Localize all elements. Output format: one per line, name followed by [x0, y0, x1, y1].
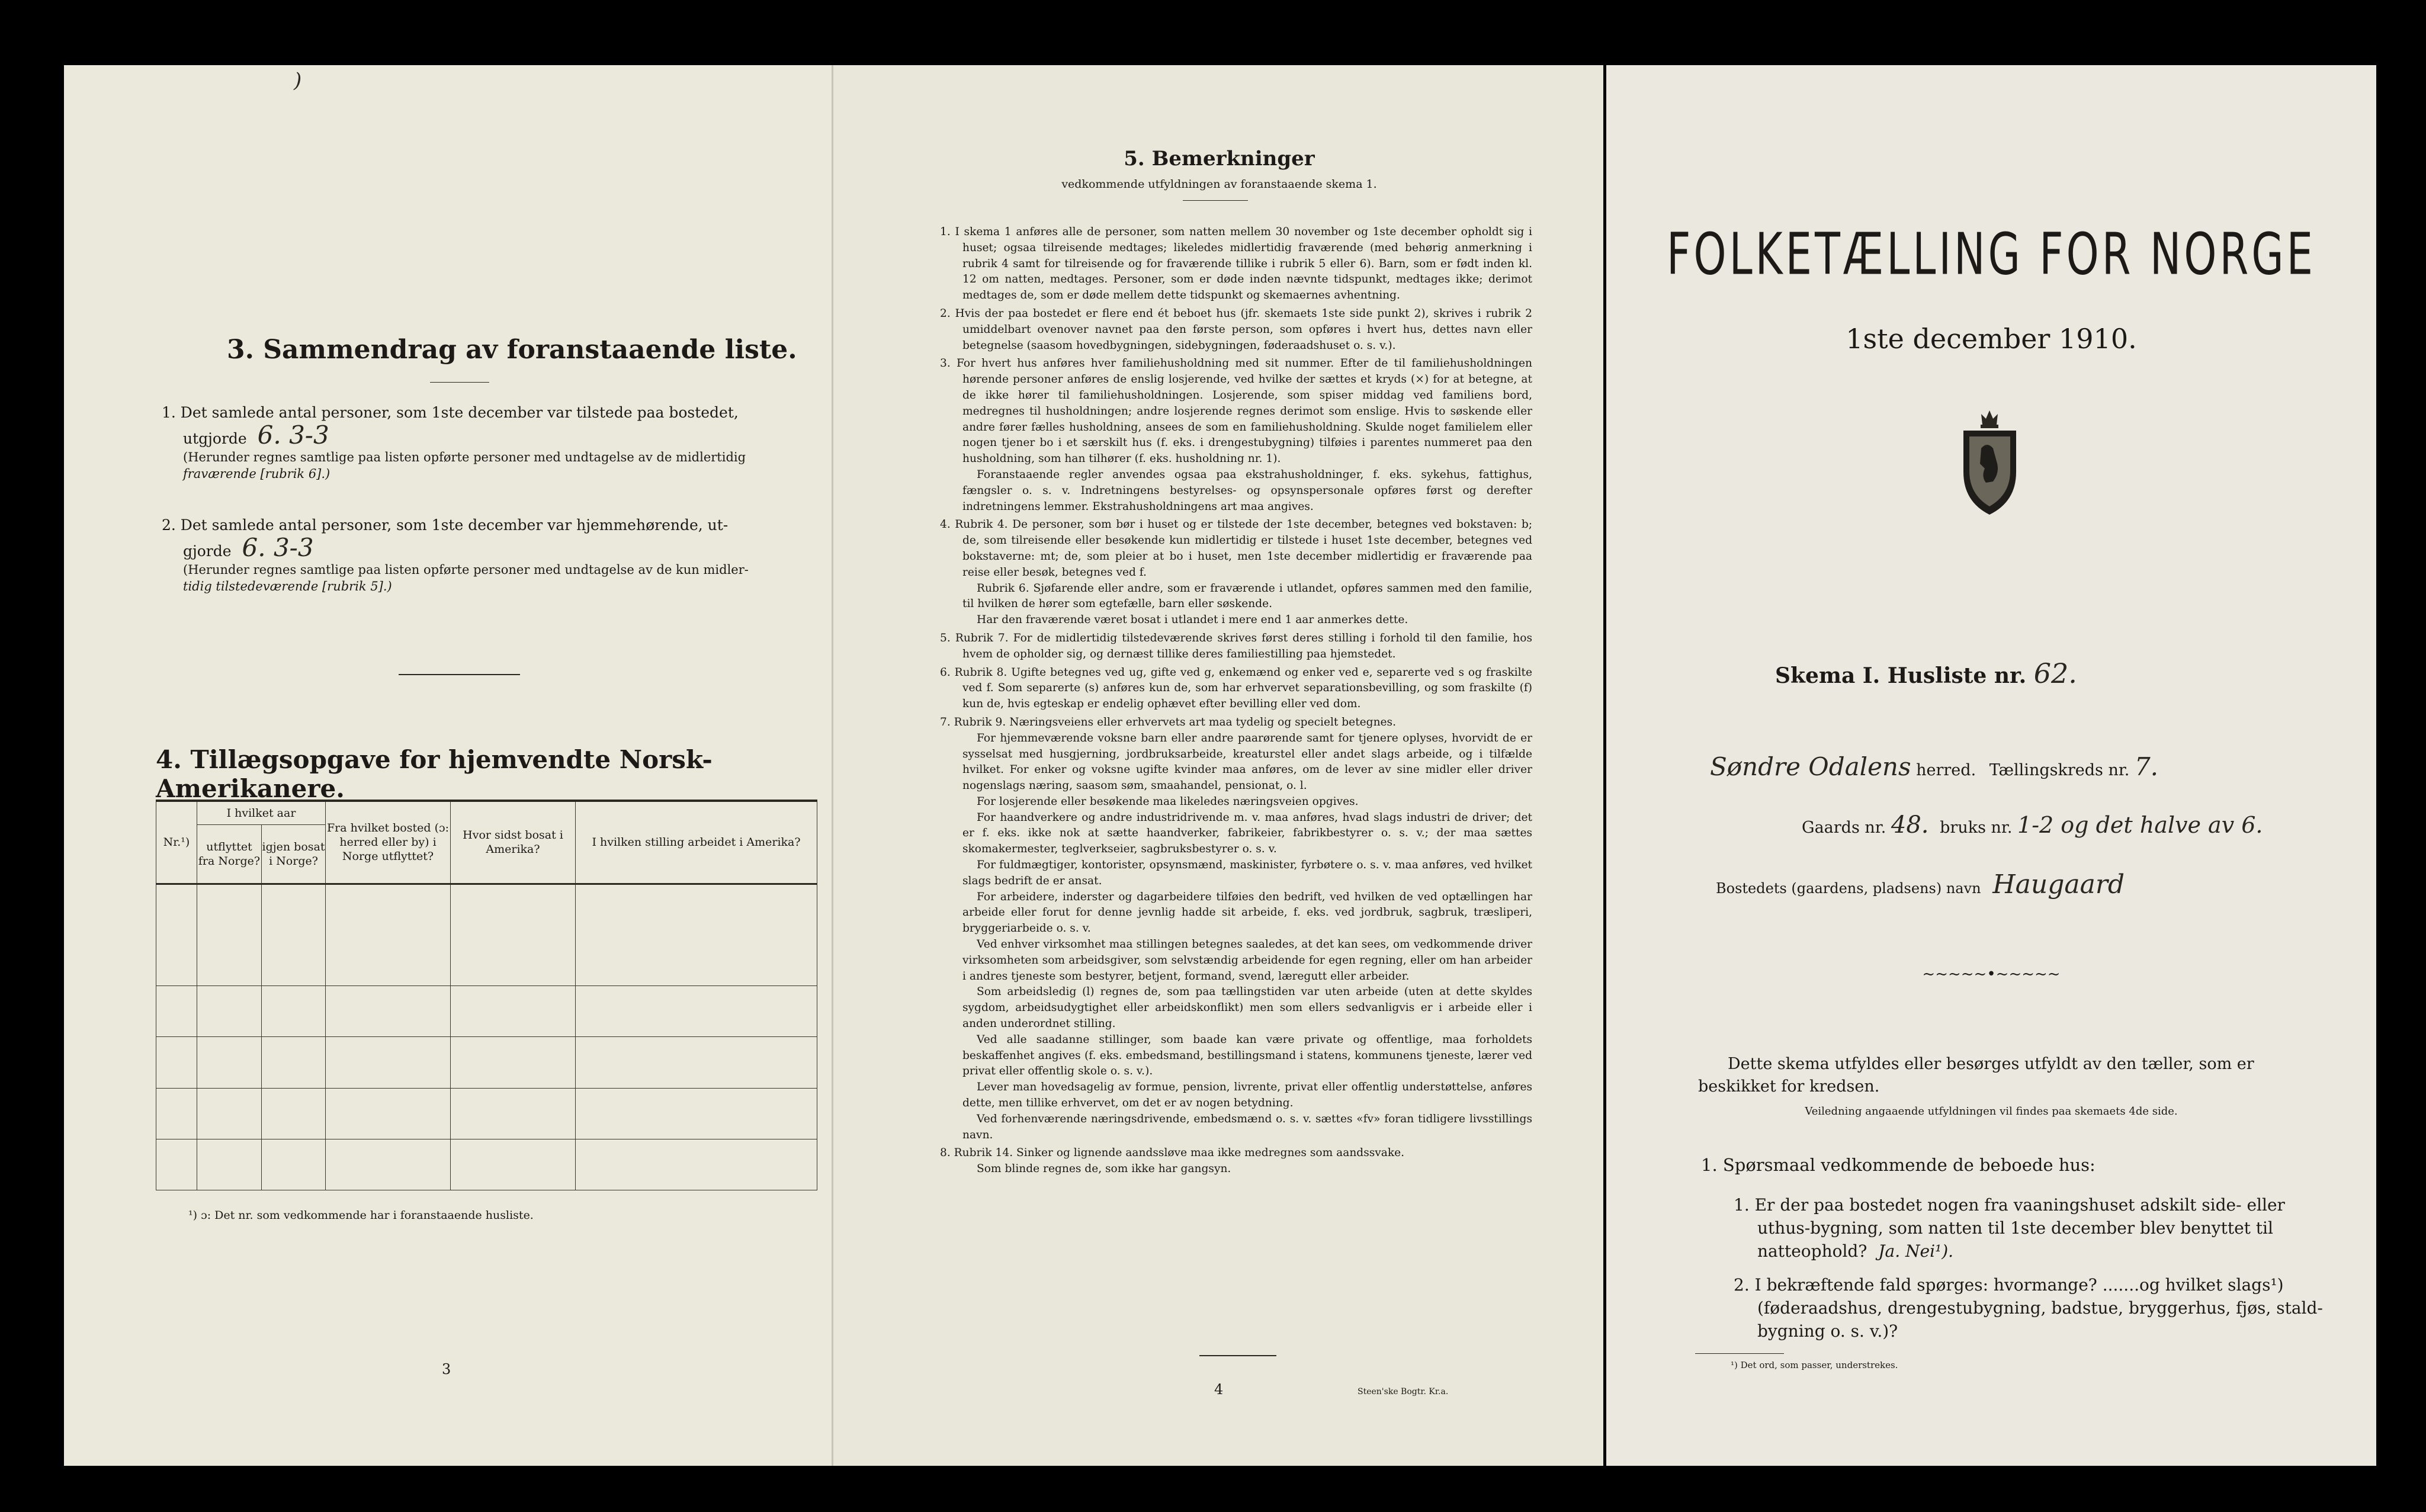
- kreds-label: Tællingskreds nr.: [1989, 761, 2130, 779]
- q1-line-3: natteophold?: [1757, 1241, 1867, 1261]
- col-emigrated: utflyttet fra Norge?: [197, 824, 262, 884]
- summary-item-1: [162, 403, 819, 482]
- item1-handwritten-value: 6. 3-3: [257, 420, 329, 450]
- census-title: FOLKETÆLLING FOR NORGE: [1666, 221, 2316, 288]
- bruks-label: bruks nr.: [1940, 818, 2013, 837]
- kreds-value: 7.: [2134, 752, 2159, 781]
- remark-paragraph: 8. Rubrik 14. Sinker og lignende aandssløve maa ikke medregnes som aandssvake.: [940, 1147, 1405, 1160]
- table-row: [156, 884, 817, 986]
- item1-note: (Herunder regnes samtlige paa listen opførte personer med undtagelse av de midlertidig: [183, 450, 746, 464]
- gaards-line: [1802, 811, 2370, 839]
- page-left: [64, 65, 832, 1466]
- questions-heading: 1. Spørsmaal vedkommende de beboede hus:: [1701, 1155, 2096, 1175]
- item1-text: 1. Det samlede antal personer, som 1ste december var tilstede paa bostedet,: [162, 404, 739, 421]
- divider: [399, 674, 520, 675]
- intro-line-2: beskikket for kredsen.: [1698, 1077, 1880, 1096]
- intro-line-1: Dette skema utfyldes eller besørges utfyldt av den tæller, som er: [1728, 1055, 2254, 1073]
- col-nr: Nr.¹): [156, 801, 197, 884]
- remark-paragraph: For fuldmægtiger, kontorister, opsynsmænd, maskinister, fyrbøtere o. s. v. maa anføres, ved hvilket slags bedrift de er ansat.: [962, 859, 1532, 887]
- gaards-label: Gaards nr.: [1802, 818, 1886, 837]
- remark-paragraph: 4. Rubrik 4. De personer, som bør i huset og er tilstede der 1ste december, betegnes ved bokstaven: b; de, som tilreisende eller besøkende kun midlertidig er tilstede i huset 1ste december, betegnes ved bokstaverne: mt; de, som pleier at bo i huset, men 1ste december midlertidig er fraværende paa reise eller besøk, betegnes ved f.: [940, 518, 1532, 579]
- item1-note-cont: fraværende [rubrik 6].): [183, 467, 330, 481]
- col-position: I hvilken stilling arbeidet i Amerika?: [576, 801, 817, 884]
- remark-paragraph: 2. Hvis der paa bostedet er flere end ét beboet hus (jfr. skemaets 1ste side punkt 2), skrives i rubrik 2 umiddelbart ovenover navnet paa den første person, som opføres i hvert hus, dettes navn eller betegnelse (saasom hovedbygningen, sidebygningen, føderaadshuset o. s. v.).: [940, 307, 1532, 352]
- bosted-label: Bostedets (gaardens, pladsens) navn: [1716, 880, 1981, 897]
- table-footnote: ¹) ɔ: Det nr. som vedkommende har i foranstaaende husliste.: [188, 1209, 534, 1222]
- item2-text: 2. Det samlede antal personer, som 1ste december var hjemmehørende, ut-: [162, 516, 729, 534]
- bosted-line: [1716, 869, 2367, 900]
- remark-paragraph: 1. I skema 1 anføres alle de personer, som natten mellem 30 november og 1ste december opholdt sig i huset; ogsaa tilreisende medtages; likeledes midlertidig fraværende (med behørig anmerkning i rubrik 4 samt for tilreisende og for fraværende tillike i rubrik 5 eller 6). Barn, som er født inden kl. 12 om natten, medtages. Personer, som er døde inden nævnte tidspunkt, medtages ikke; derimot medtages de, som er døde mellem dette tidspunkt og skemaernes avhentning.: [940, 226, 1532, 302]
- remarks-heading: 5. Bemerkninger: [1124, 147, 1315, 171]
- page-number: 4: [1214, 1381, 1224, 1398]
- remarks-body: [940, 222, 1532, 1177]
- col-year-group: I hvilket aar: [197, 801, 326, 824]
- intro-text: [1698, 1053, 2361, 1098]
- q2-line-2: (føderaadshus, drengestubygning, badstue, bryggerhus, fjøs, stald-: [1757, 1298, 2323, 1318]
- section3-heading: 3. Sammendrag av foranstaaende liste.: [227, 335, 797, 365]
- coat-of-arms-icon: [1959, 407, 2021, 516]
- remark-paragraph: Som arbeidsledig (l) regnes de, som paa tællingstiden var uten arbeide (uten at dette skyldes sygdom, arbeidsudygtighet eller arbeidskonflikt) men som ellers sedvanligvis er i arbeide eller i anden underordnet stilling.: [962, 985, 1532, 1031]
- remark-paragraph: 5. Rubrik 7. For de midlertidig tilstedeværende skrives først deres stilling i forhold til den familie, hos hvem de opholder sig, og dernæst tillike deres familiestilling paa hjemstedet.: [940, 631, 1532, 660]
- gaards-value: 48.: [1891, 811, 1929, 839]
- divider: [1183, 200, 1248, 201]
- table-row: [156, 1037, 817, 1088]
- footnote: ¹) Det ord, som passer, understrekes.: [1731, 1360, 1898, 1370]
- divider: [430, 382, 489, 383]
- census-date: 1ste december 1910.: [1846, 323, 2137, 355]
- q1-line-2: uthus-bygning, som natten til 1ste december blev benyttet til: [1757, 1218, 2273, 1238]
- schema-line: [1775, 657, 2077, 689]
- remark-paragraph: 6. Rubrik 8. Ugifte betegnes ved ug, gifte ved g, enkemænd og enker ved e, separerte ved s og fraskilte ved f. Som separerte (s) anføres kun de, som har erhvervet separationsbevilling, og som fraskilte (f) kun de, hvis egteskap er endelig ophævet efter bevilling eller ved dom.: [940, 666, 1532, 711]
- herred-line: [1710, 752, 2361, 781]
- bruks-value: 1-2 og det halve av 6.: [2017, 812, 2263, 838]
- page-number: 3: [442, 1361, 451, 1378]
- remark-paragraph: Har den fraværende været bosat i utlandet i mere end 1 aar anmerkes dette.: [977, 614, 1408, 627]
- remark-paragraph: For losjerende eller besøkende maa likeledes næringsveien opgives.: [977, 795, 1359, 808]
- top-pencil-mark: ): [294, 69, 302, 92]
- item1-prefix: utgjorde: [183, 430, 247, 447]
- q1-answer: Ja. Nei¹).: [1878, 1241, 1954, 1261]
- herred-label: herred.: [1916, 761, 1976, 779]
- remark-paragraph: Rubrik 6. Sjøfarende eller andre, som er fraværende i utlandet, opføres sammen med den familie, til hvilken de hører som egtefælle, barn eller søskende.: [962, 582, 1532, 611]
- summary-item-2: [162, 515, 819, 595]
- page-middle: [832, 65, 1603, 1466]
- item2-handwritten-value: 6. 3-3: [242, 533, 314, 562]
- item2-note-cont: tidig tilstedeværende [rubrik 5].): [183, 579, 392, 593]
- divider: [1199, 1355, 1276, 1356]
- remark-paragraph: For arbeidere, inderster og dagarbeidere tilføies den bedrift, ved hvilken de ved optællingen har arbeide eller forut for denne jevnlig hadde sit arbeide, f. eks. ved jordbruk, sagbruk, træsliperi, bryggeriarbeide o. s. v.: [962, 890, 1532, 935]
- ornament-divider: ~~~~~•~~~~~: [1922, 965, 2061, 983]
- page-right: [1606, 65, 2376, 1466]
- remark-paragraph: For hjemmeværende voksne barn eller andre paarørende samt for tjenere oplyses, hvorvidt de er sysselsat med husgjerning, jordbruksarbeide, kreaturstel eller andet slags arbeide, og i tilfælde hvilket. For enker og voksne ugifte kvinder maa anføres, om de lever av sine midler eller driver nogenslags næring, saasom søm, smaahandel, pensionat, o. l.: [962, 731, 1532, 792]
- item2-note: (Herunder regnes samtlige paa listen opførte personer med undtagelse av de kun midler-: [183, 563, 749, 577]
- col-from-where: Fra hvilket bosted (ɔ: herred eller by) i Norge utflyttet?: [326, 801, 451, 884]
- schema-label: Skema I. Husliste nr.: [1775, 663, 2027, 688]
- remark-paragraph: Ved forhenværende næringsdrivende, embedsmænd o. s. v. sættes «fv» foran tidligere livsstillings navn.: [962, 1112, 1532, 1141]
- remark-paragraph: Ved alle saadanne stillinger, som baade kan være private og offentlige, maa forholdets beskaffenhet angives (f. eks. embedsmand, bestillingsmand i statens, kommunens tjeneste, lærer ved privat eller offentlig skole o. s. v.).: [962, 1033, 1532, 1078]
- divider: [1695, 1353, 1784, 1354]
- col-last-residence: Hvor sidst bosat i Amerika?: [451, 801, 576, 884]
- item2-prefix: gjorde: [183, 542, 232, 560]
- section4-heading: 4. Tillægsopgave for hjemvendte Norsk-Amerikanere.: [156, 745, 713, 803]
- bosted-value: Haugaard: [1992, 869, 2125, 900]
- remark-paragraph: For haandverkere og andre industridrivende m. v. maa anføres, hvad slags industri de driver; det er f. eks. ikke nok at sætte haandverker, fabrikeier, fabrikbestyrer o. s. v.; der maa sættes skomakermester, teglverkseier, sagbruksbestyrer o. s. v.: [962, 811, 1532, 856]
- norsk-amerikanere-table: [156, 800, 817, 1190]
- herred-value: Søndre Odalens: [1710, 752, 1911, 781]
- printer-mark: Steen'ske Bogtr. Kr.a.: [1358, 1387, 1449, 1397]
- q1-line-1: 1. Er der paa bostedet nogen fra vaaningshuset adskilt side- eller: [1734, 1195, 2285, 1215]
- husliste-number: 62.: [2033, 657, 2077, 689]
- remarks-subheading: vedkommende utfyldningen av foranstaaende skema 1.: [1061, 178, 1377, 191]
- remark-paragraph: 7. Rubrik 9. Næringsveiens eller erhvervets art maa tydelig og specielt betegnes.: [940, 715, 1396, 728]
- q2-line-3: bygning o. s. v.)?: [1757, 1321, 1898, 1341]
- col-returned: igjen bosat i Norge?: [262, 824, 326, 884]
- remark-paragraph: Ved enhver virksomhet maa stillingen betegnes saaledes, at det kan sees, om vedkommende driver virksomheten som arbeidsgiver, som selvstændig arbeidende for egen regning, eller om han arbeider i andres tjeneste som bestyrer, betjent, formand, svend, læregutt eller arbeider.: [962, 938, 1532, 983]
- question-2: [1734, 1273, 2367, 1343]
- remark-paragraph: Foranstaaende regler anvendes ogsaa paa ekstrahusholdninger, f. eks. sykehus, fattighus, fængsler o. s. v. Indretningens bestyrelses- og opsynspersonale opføres først og derefter indretningens lemmer. Ekstrahusholdningens art maa angives.: [962, 468, 1532, 513]
- remark-paragraph: Lever man hovedsagelig av formue, pension, livrente, privat eller offentlig understøttelse, anføres dette, men tillike erhvervet, om det er av nogen betydning.: [962, 1081, 1532, 1110]
- table-row: [156, 986, 817, 1037]
- q2-line-1: 2. I bekræftende fald spørges: hvormange? .......og hvilket slags¹): [1734, 1275, 2284, 1295]
- remark-paragraph: 3. For hvert hus anføres hver familiehusholdning med sit nummer. Efter de til familiehusholdningen hørende personer anføres de enslig losjerende, ved hvilke der sættes et kryds (×) for at betegne, at de ikke hører til familiehusholdningen. Losjerende, som spiser middag ved familiens bord, medregnes til husholdningen; andre losjerende regnes derimot som enslige. Hvis to søskende eller andre fører fælles husholdning, ansees de som en familiehusholdning. Skulde noget familielem eller nogen tjener bo i et særskilt hus (f. eks. i drengestubygning) tilføies i parentes nummeret paa den husholdning, som han tilhører (f. eks. husholdning nr. 1).: [940, 357, 1532, 466]
- question-1: [1734, 1193, 2367, 1263]
- table-row: [156, 1088, 817, 1139]
- guidance-note: Veiledning angaaende utfyldningen vil findes paa skemaets 4de side.: [1805, 1105, 2178, 1118]
- table-row: [156, 1139, 817, 1190]
- remark-paragraph: Som blinde regnes de, som ikke har gangsyn.: [977, 1163, 1231, 1176]
